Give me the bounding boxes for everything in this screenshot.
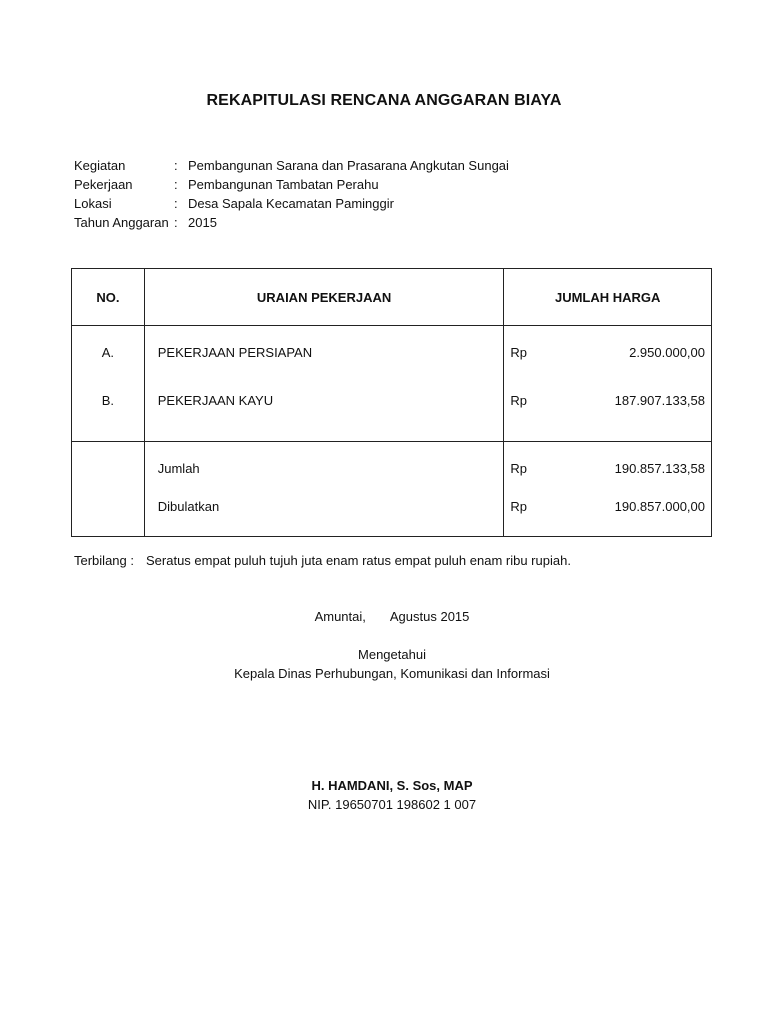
table-header-row: [72, 269, 712, 326]
info-colon: :: [174, 196, 178, 211]
item-no: A.: [101, 345, 115, 360]
info-row-pekerjaan: [74, 175, 509, 194]
item-desc: PEKERJAAN PERSIAPAN: [157, 345, 313, 360]
terbilang-text: Seratus empat puluh tujuh juta enam ratus empat puluh enam ribu rupiah.: [146, 553, 571, 568]
terbilang-line: [74, 553, 571, 568]
document-title: REKAPITULASI RENCANA ANGGARAN BIAYA: [206, 92, 562, 109]
info-label: Tahun Anggaran: [74, 215, 169, 230]
total-desc-jumlah: Jumlah: [157, 461, 200, 476]
signatory-name: H. HAMDANI, S. Sos, MAP: [311, 778, 473, 793]
items-no-column: [72, 326, 145, 442]
item-no: B.: [101, 393, 115, 408]
budget-table: [71, 268, 712, 537]
info-row-tahun-anggaran: [74, 213, 509, 232]
rounded-amount-line: [504, 498, 711, 536]
header-uraian: URAIAN PEKERJAAN: [144, 269, 504, 326]
items-amount-column: [504, 326, 712, 442]
terbilang-label: Terbilang :: [74, 553, 134, 568]
signature-date: Agustus 2015: [389, 609, 470, 624]
info-row-lokasi: [74, 194, 509, 213]
acknowledged-label: Mengetahui: [358, 647, 426, 662]
items-desc-column: [144, 326, 504, 442]
info-value: 2015: [188, 215, 217, 230]
table-totals: [72, 442, 712, 537]
info-colon: :: [174, 158, 178, 173]
info-label: Lokasi: [74, 196, 112, 211]
table-items: [72, 326, 712, 442]
info-value: Pembangunan Sarana dan Prasarana Angkutan Sungai: [188, 158, 509, 173]
currency-label: Rp: [510, 499, 528, 514]
info-colon: :: [174, 215, 178, 230]
totals-desc-column: [144, 442, 504, 537]
currency-label: Rp: [510, 393, 528, 408]
header-no: NO.: [72, 269, 145, 326]
signatory-nip: NIP. 19650701 198602 1 007: [307, 797, 477, 812]
total-desc-dibulatkan: Dibulatkan: [157, 499, 220, 514]
total-amount-line: [504, 442, 711, 498]
item-amount-line: [504, 392, 711, 440]
signature-place: Amuntai,: [314, 609, 366, 624]
signatory-position: Kepala Dinas Perhubungan, Komunikasi dan Informasi: [234, 666, 550, 681]
project-info: [74, 156, 509, 232]
item-desc: PEKERJAAN KAYU: [157, 393, 274, 408]
amount-value: 2.950.000,00: [629, 345, 705, 360]
info-value: Pembangunan Tambatan Perahu: [188, 177, 379, 192]
info-label: Kegiatan: [74, 158, 126, 173]
place-date: [0, 609, 768, 624]
header-jumlah-harga: JUMLAH HARGA: [504, 269, 712, 326]
item-amount-line: [504, 326, 711, 392]
currency-label: Rp: [510, 461, 528, 476]
totals-amount-column: [504, 442, 712, 537]
amount-value: 190.857.000,00: [614, 499, 705, 514]
currency-label: Rp: [510, 345, 528, 360]
info-row-kegiatan: [74, 156, 509, 175]
totals-no-column: [72, 442, 145, 537]
amount-value: 187.907.133,58: [614, 393, 705, 408]
info-colon: :: [174, 177, 178, 192]
info-label: Pekerjaan: [74, 177, 133, 192]
info-value: Desa Sapala Kecamatan Paminggir: [188, 196, 394, 211]
amount-value: 190.857.133,58: [614, 461, 705, 476]
